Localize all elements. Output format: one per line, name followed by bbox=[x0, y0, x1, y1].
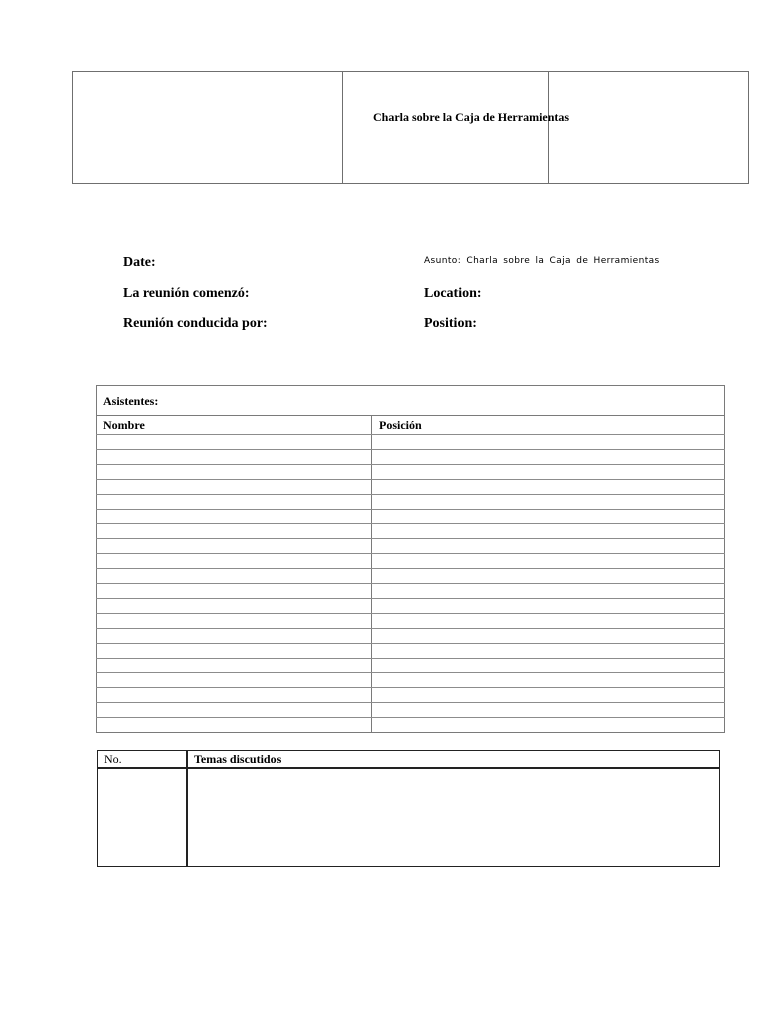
conducted-by-label: Reunión conducida por: bbox=[123, 316, 268, 331]
table-row bbox=[96, 717, 725, 718]
attendees-table bbox=[96, 385, 725, 733]
subject-line: Asunto: Charla sobre la Caja de Herramientas bbox=[424, 256, 660, 266]
table-row bbox=[96, 464, 725, 465]
table-row bbox=[96, 449, 725, 450]
header-table bbox=[72, 71, 749, 184]
attendees-title-divider bbox=[96, 415, 725, 416]
table-row bbox=[96, 687, 725, 688]
column-header-no: No. bbox=[104, 752, 122, 766]
attendees-title: Asistentes: bbox=[103, 394, 159, 408]
table-row bbox=[96, 509, 725, 510]
table-row bbox=[96, 628, 725, 629]
topics-column-divider bbox=[186, 750, 188, 867]
meeting-started-label: La reunión comenzó: bbox=[123, 286, 250, 301]
table-row bbox=[96, 613, 725, 614]
table-row bbox=[96, 643, 725, 644]
table-row bbox=[96, 523, 725, 524]
table-row bbox=[96, 658, 725, 659]
column-header-position: Posición bbox=[379, 418, 422, 432]
table-row bbox=[96, 553, 725, 554]
topics-header-divider bbox=[97, 767, 720, 769]
table-row bbox=[96, 538, 725, 539]
location-label: Location: bbox=[424, 286, 482, 301]
date-label: Date: bbox=[123, 255, 156, 270]
table-row bbox=[96, 434, 725, 435]
table-row bbox=[96, 672, 725, 673]
header-divider-1 bbox=[342, 72, 343, 183]
table-row bbox=[96, 702, 725, 703]
table-row bbox=[96, 568, 725, 569]
column-header-name: Nombre bbox=[103, 418, 145, 432]
table-row bbox=[96, 479, 725, 480]
table-row bbox=[96, 583, 725, 584]
header-divider-2 bbox=[548, 72, 549, 183]
document-title: Charla sobre la Caja de Herramientas bbox=[373, 110, 570, 124]
table-row bbox=[96, 598, 725, 599]
column-header-topics: Temas discutidos bbox=[194, 752, 282, 766]
table-row bbox=[96, 494, 725, 495]
position-label: Position: bbox=[424, 316, 477, 331]
